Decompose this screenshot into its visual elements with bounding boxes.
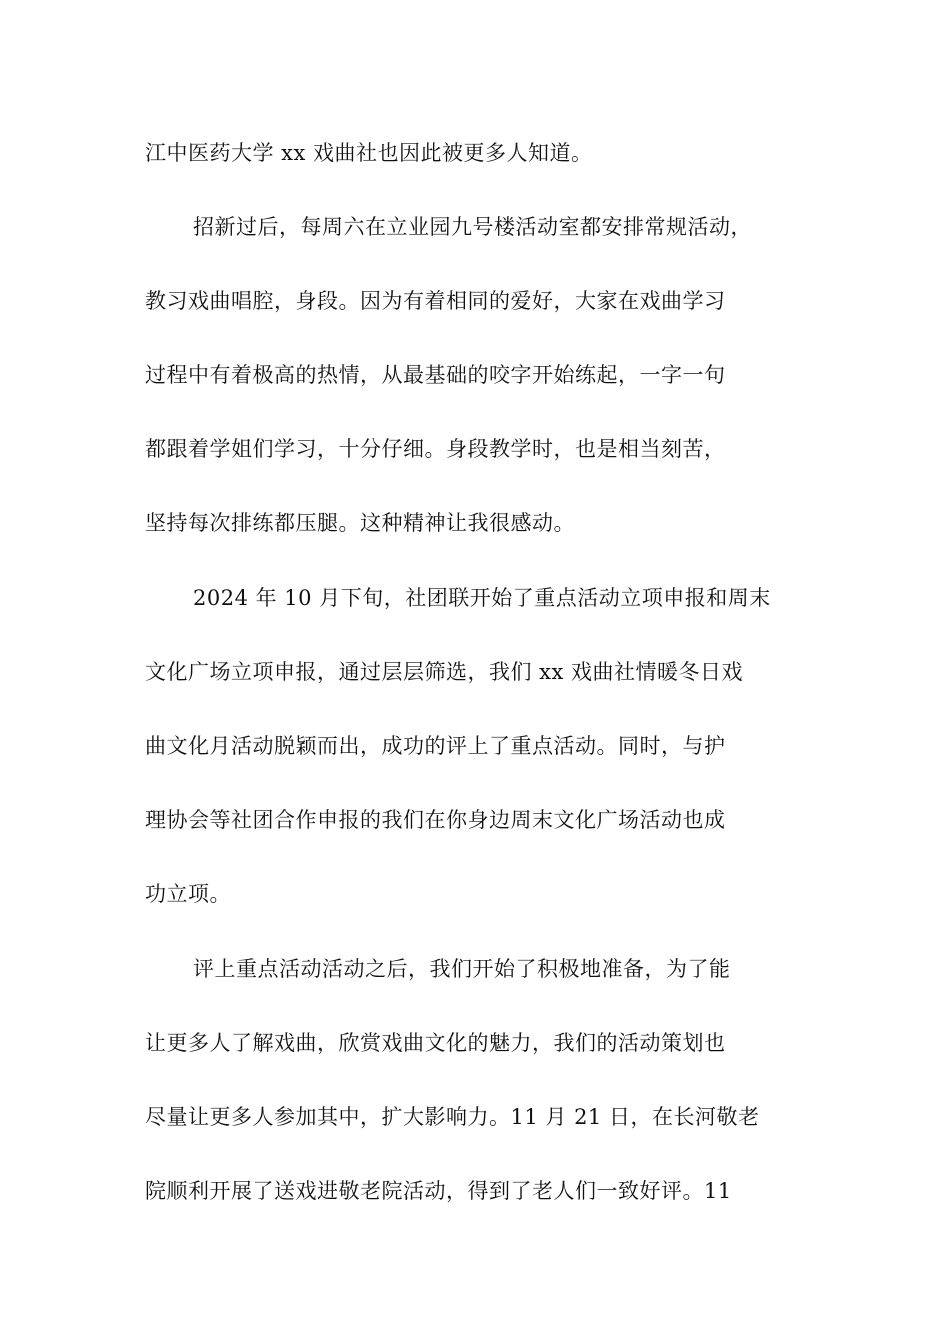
text-line: 文化广场立项申报，通过层层筛选，我们 xx 戏曲社情暖冬日戏	[145, 660, 744, 684]
text-line: 坚持每次排练都压腿。这种精神让我很感动。	[145, 511, 575, 535]
text-line: 江中医药大学 xx 戏曲社也因此被更多人知道。	[145, 141, 593, 165]
paragraph-start-line: 评上重点活动活动之后，我们开始了积极地准备，为了能	[193, 957, 731, 981]
text-line: 理协会等社团合作申报的我们在你身边周末文化广场活动也成	[145, 808, 726, 832]
text-line: 都跟着学姐们学习，十分仔细。身段教学时，也是相当刻苦，	[145, 437, 726, 461]
paragraph-start-line: 招新过后，每周六在立业园九号楼活动室都安排常规活动，	[193, 215, 752, 239]
text-line: 让更多人了解戏曲，欣赏戏曲文化的魅力，我们的活动策划也	[145, 1031, 726, 1055]
text-line: 功立项。	[145, 882, 231, 906]
text-line: 曲文化月活动脱颖而出，成功的评上了重点活动。同时，与护	[145, 734, 726, 758]
text-line: 教习戏曲唱腔，身段。因为有着相同的爱好，大家在戏曲学习	[145, 289, 726, 313]
paragraph-start-line: 2024 年 10 月下旬，社团联开始了重点活动立项申报和周末	[193, 586, 771, 610]
text-line: 过程中有着极高的热情，从最基础的咬字开始练起，一字一句	[145, 363, 726, 387]
text-line: 尽量让更多人参加其中，扩大影响力。11 月 21 日，在长河敬老	[145, 1105, 760, 1129]
text-line: 院顺利开展了送戏进敬老院活动，得到了老人们一致好评。11	[145, 1179, 732, 1203]
